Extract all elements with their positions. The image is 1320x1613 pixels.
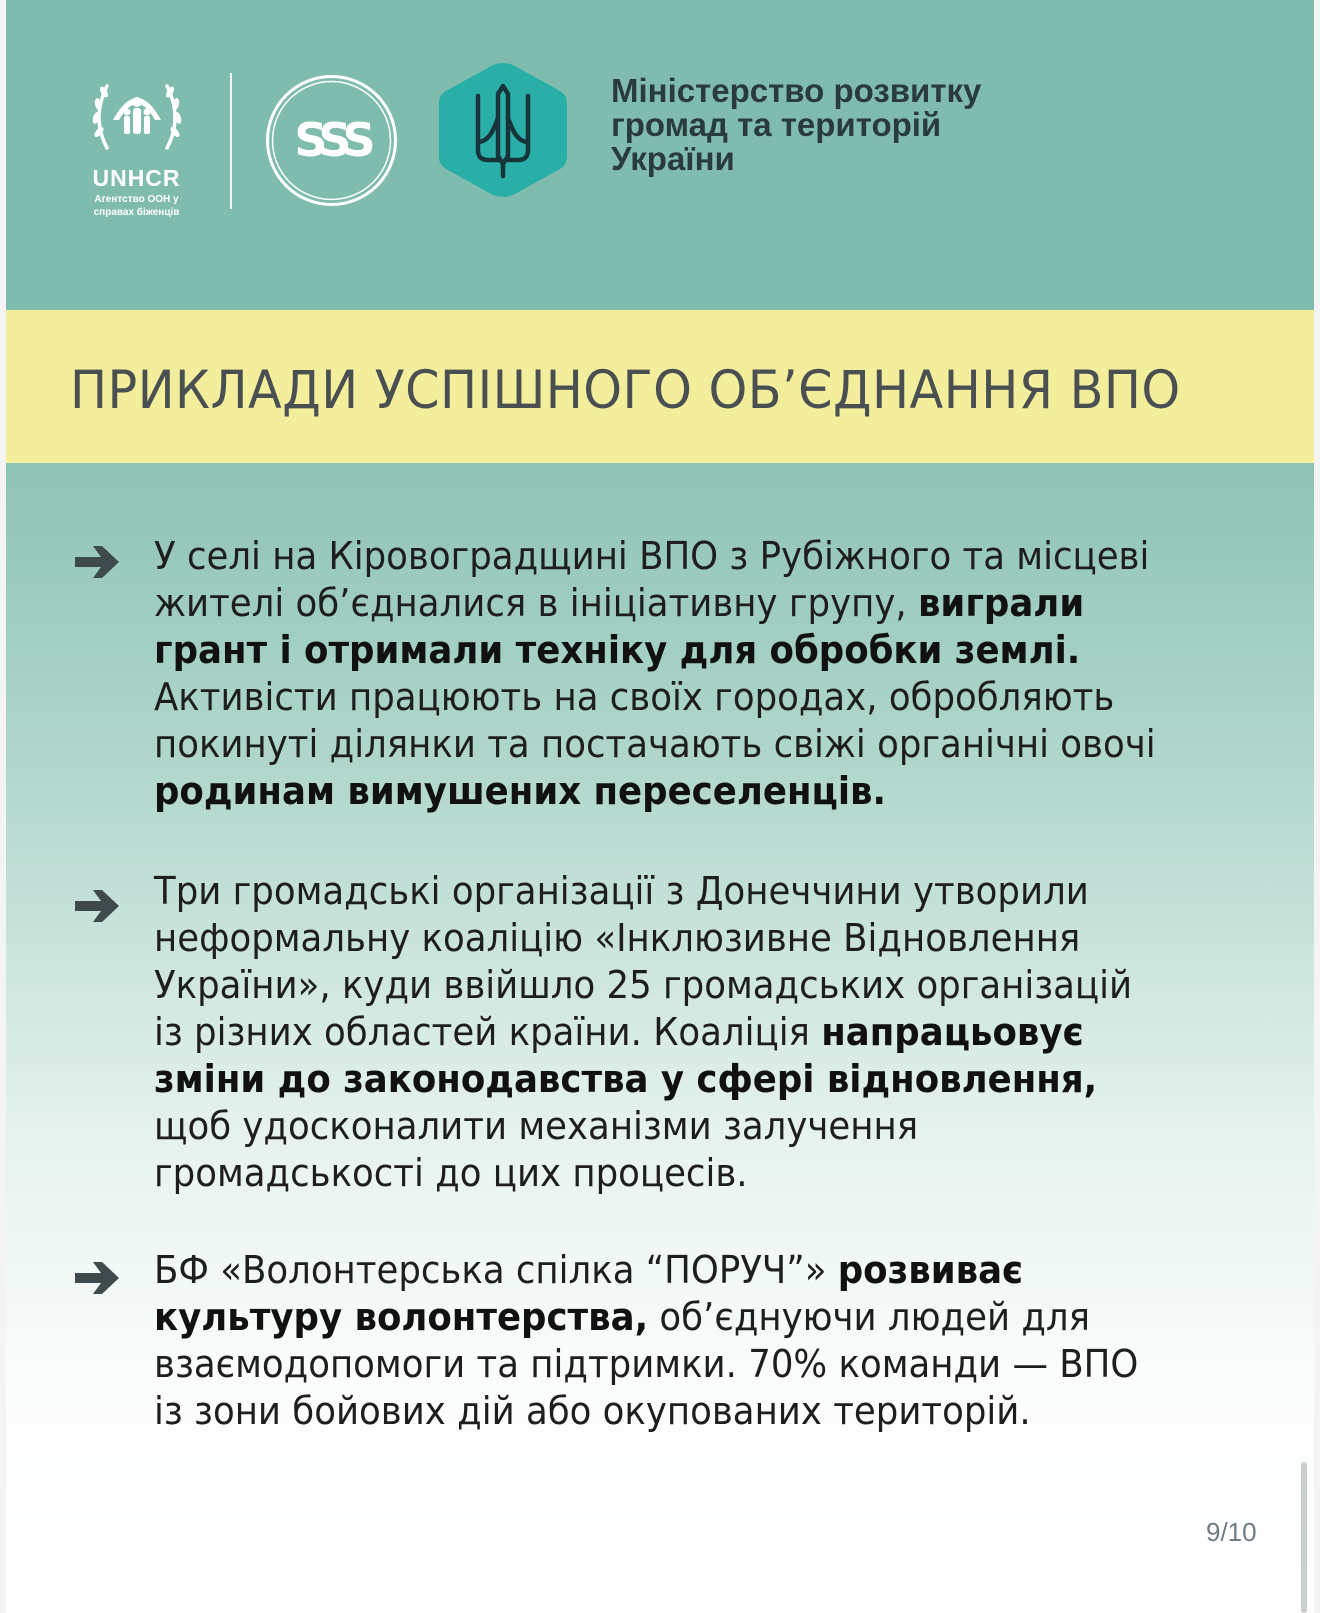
list-item-text xyxy=(154,533,1168,815)
item-text-part: Активісти працюють на своїх городах, обробляють покинуті ділянки та постачають свіжі органічні овочі xyxy=(154,675,1156,766)
unhcr-logo xyxy=(74,68,199,218)
title-banner xyxy=(6,310,1314,463)
arrow-right-icon xyxy=(71,884,125,928)
partner-logos xyxy=(74,60,1314,218)
arrow-right-icon xyxy=(71,1256,125,1300)
item-text-bold: виграли грант і отримали техніку для обробки землі. xyxy=(154,581,1085,672)
unhcr-name: UNHCR xyxy=(92,165,181,191)
document-page xyxy=(6,0,1314,1613)
sss-logo xyxy=(264,73,399,213)
scrollbar[interactable] xyxy=(1301,1462,1307,1613)
ministry-name xyxy=(611,74,1071,176)
unhcr-subtitle-line1: Агентство ООН у xyxy=(94,194,179,205)
unhcr-logo-icon xyxy=(87,68,187,158)
item-text-bold: родинам вимушених переселенців. xyxy=(154,769,887,813)
ministry-name-line1: Міністерство розвитку xyxy=(611,72,982,109)
trident-icon xyxy=(436,60,570,200)
ministry-name-line2: громад та територій xyxy=(611,106,942,143)
item-text-part: У селі на Кіровоградщині ВПО з Рубіжного та місцеві жителі об’єдналися в ініціативну групу, xyxy=(154,534,1150,625)
page-number: 9/10 xyxy=(1206,1517,1257,1547)
arrow-right-icon xyxy=(71,540,125,584)
item-text-bold: розвиває культуру волонтерства, xyxy=(154,1248,1024,1339)
ministry-emblem xyxy=(436,60,570,205)
sss-logo-icon xyxy=(264,73,399,208)
item-text-part: БФ «Волонтерська спілка “ПОРУЧ”» xyxy=(154,1248,838,1292)
sss-label: SSS xyxy=(294,113,369,167)
item-text-part: об’єднуючи людей для взаємодопомоги та підтримки. 70% команди — ВПО із зони бойових дій або окупованих територій. xyxy=(154,1295,1139,1433)
unhcr-subtitle-line2: справах біженців xyxy=(93,207,180,218)
ministry-name-line3: України xyxy=(611,140,735,177)
item-text-bold: напрацьовує зміни до законодавства у сфері відновлення, xyxy=(154,1010,1098,1101)
header xyxy=(6,0,1314,310)
page-title: ПРИКЛАДИ УСПІШНОГО ОБ’ЄДНАННЯ ВПО xyxy=(70,360,1181,421)
list-item-text xyxy=(154,868,1168,1197)
logo-divider xyxy=(230,73,232,209)
item-text-part: щоб удосконалити механізми залучення громадськості до цих процесів. xyxy=(154,1104,919,1195)
list-item-text xyxy=(154,1247,1168,1435)
item-text-part: Три громадські організації з Донеччини утворили неформальну коаліцію «Інклюзивне Відновлення України», куди ввійшло 25 громадських організацій із різних областей країни. Коаліція xyxy=(154,869,1133,1054)
